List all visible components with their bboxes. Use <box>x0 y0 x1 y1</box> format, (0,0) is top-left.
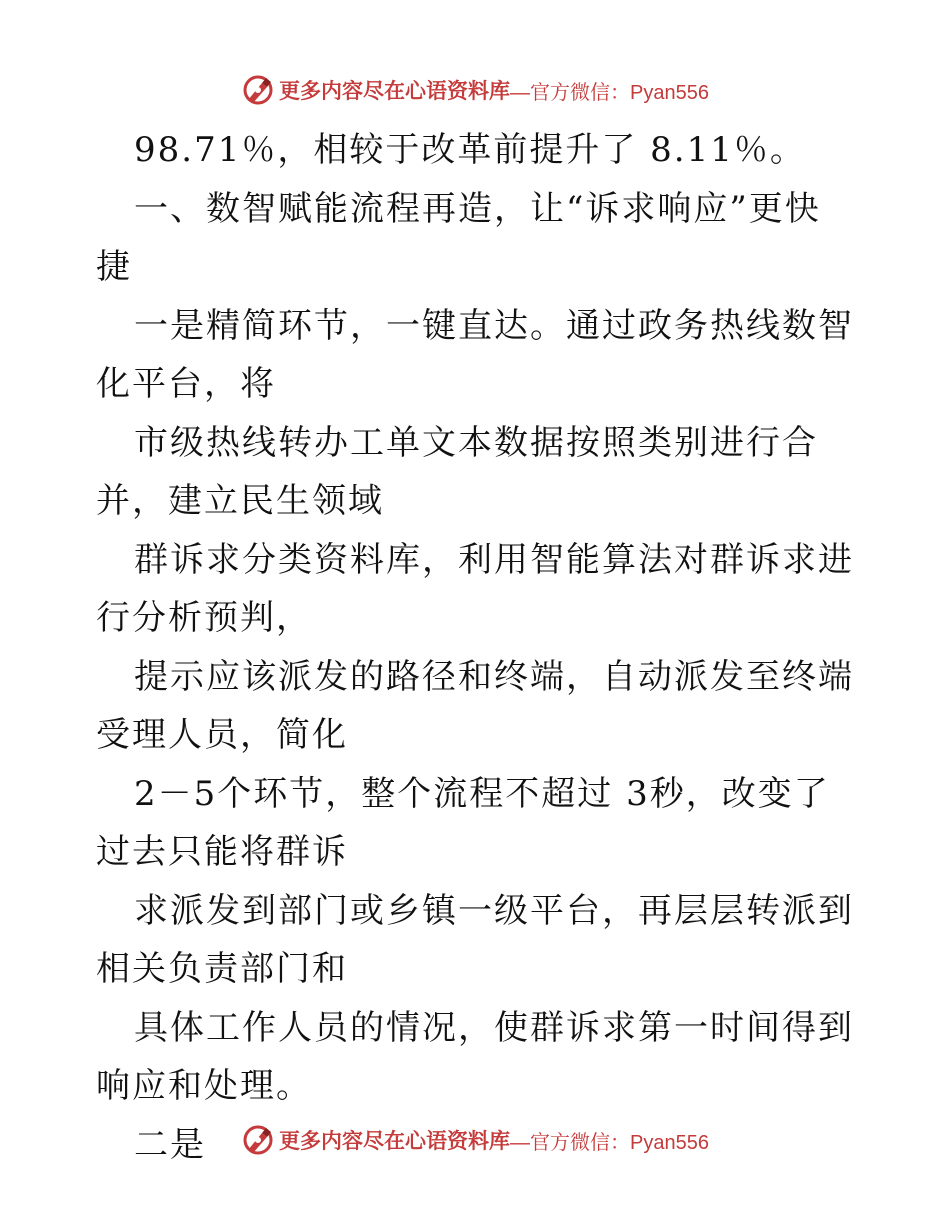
paragraph: 群诉求分类资料库，利用智能算法对群诉求进行分析预判， <box>96 539 854 638</box>
footer-watermark <box>0 1120 950 1160</box>
paragraph: 提示应该派发的路径和终端，自动派发至终端受理人员，简化 <box>96 656 854 755</box>
watermark-contact: —官方微信：Pyan556 <box>510 1131 709 1154</box>
header-watermark <box>0 70 950 110</box>
watermark-brand: 更多内容尽在心语资料库 <box>279 1128 511 1153</box>
paragraph: 2－5个环节，整个流程不超过 3秒，改变了过去只能将群诉 <box>96 773 830 872</box>
section-heading: 一、数智赋能流程再造，让“诉求响应”更快捷 <box>96 188 821 287</box>
document-body <box>96 121 856 1174</box>
watermark-brand: 更多内容尽在心语资料库 <box>279 78 511 103</box>
paragraph: 一是精简环节，一键直达。通过政务热线数智化平台，将 <box>96 305 854 404</box>
pen-in-circle-logo-icon <box>241 1123 275 1157</box>
paragraph: 市级热线转办工单文本数据按照类别进行合并，建立民生领域 <box>96 422 818 521</box>
watermark-contact: —官方微信：Pyan556 <box>510 81 709 104</box>
paragraph: 二是 <box>134 1124 206 1165</box>
paragraph: 98.71％，相较于改革前提升了 8.11％。 <box>134 130 806 170</box>
paragraph: 具体工作人员的情况，使群诉求第一时间得到响应和处理。 <box>96 1007 854 1106</box>
pen-in-circle-logo-icon <box>241 73 275 107</box>
paragraph: 求派发到部门或乡镇一级平台，再层层转派到相关负责部门和 <box>96 890 854 989</box>
